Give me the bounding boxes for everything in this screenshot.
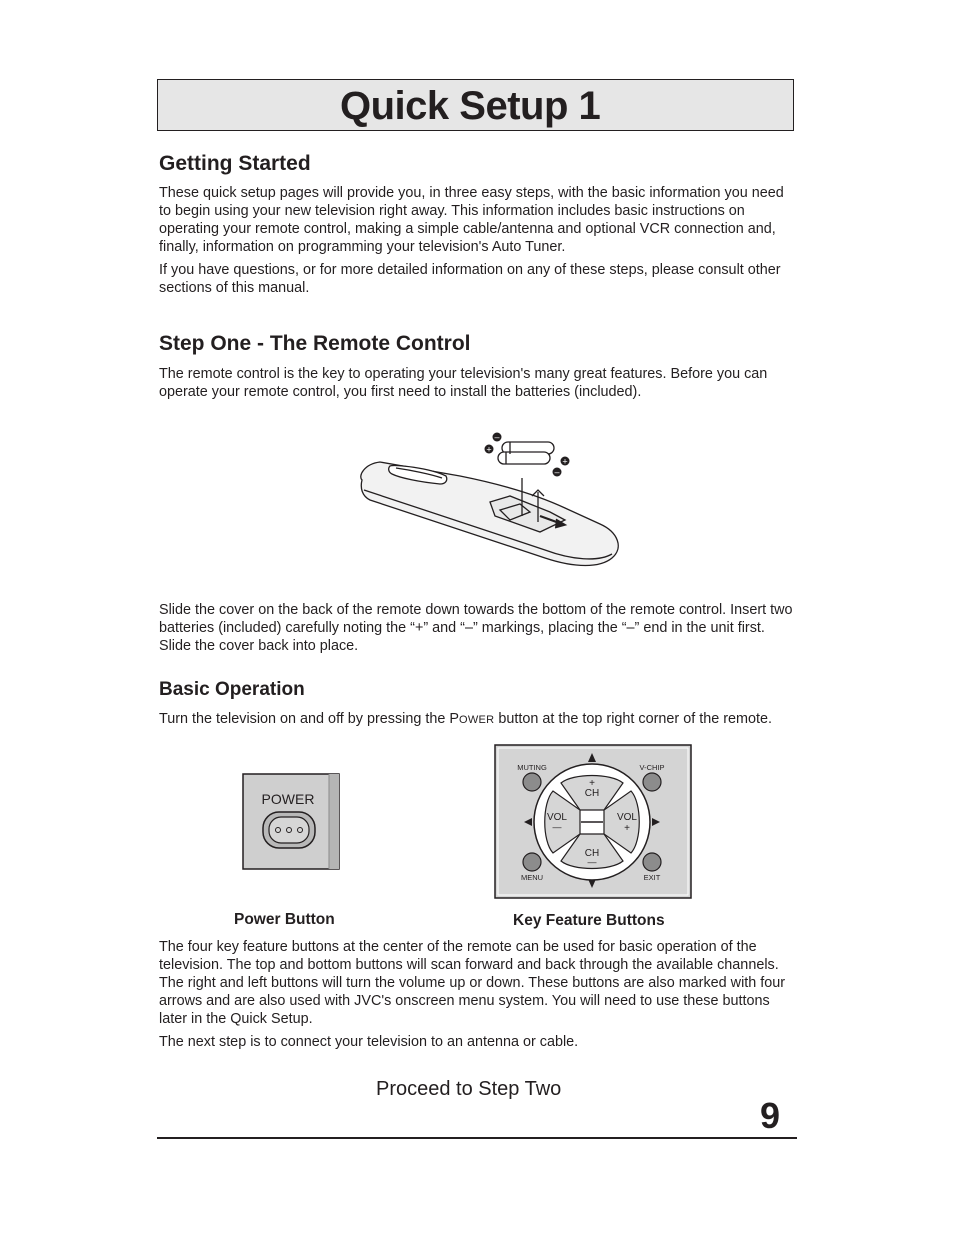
svg-text:—: — xyxy=(552,822,562,832)
key-feature-buttons-caption: Key Feature Buttons xyxy=(513,912,665,929)
svg-text:+: + xyxy=(624,823,630,834)
remote-battery-illustration xyxy=(350,428,630,578)
basic-operation-para-1: Turn the television on and off by pressing the POWER button at the top right corner of the remote. xyxy=(159,711,773,727)
svg-text:CH: CH xyxy=(584,788,600,799)
basic-operation-para-3: The next step is to connect your television to an antenna or cable. xyxy=(159,1034,579,1050)
basic-operation-heading: Basic Operation xyxy=(159,679,305,700)
getting-started-para-2: If you have questions, or for more detailed information on any of these steps, please consult other sections of this manual. xyxy=(159,262,781,296)
page-number: 9 xyxy=(760,1095,781,1136)
exit-label: EXIT xyxy=(643,873,661,882)
exit-button xyxy=(643,853,661,871)
power-label: POWER xyxy=(261,791,315,807)
menu-label: MENU xyxy=(520,873,544,882)
svg-text:+: + xyxy=(562,456,568,467)
step-one-heading: Step One - The Remote Control xyxy=(159,332,471,355)
page-title: Quick Setup 1 xyxy=(340,84,601,128)
getting-started-heading: Getting Started xyxy=(159,152,311,175)
muting-button xyxy=(523,773,541,791)
vchip-button xyxy=(643,773,661,791)
power-button-caption: Power Button xyxy=(234,911,335,928)
svg-text:VOL: VOL xyxy=(546,812,568,823)
menu-button xyxy=(523,853,541,871)
svg-text:VOL: VOL xyxy=(616,812,638,823)
svg-text:—: — xyxy=(587,857,597,867)
muting-label: MUTING xyxy=(517,763,547,772)
getting-started-para-1: These quick setup pages will provide you, in three easy steps, with the basic information you need to begin using your new television right away. This information includes basic instructions on operating your remote control, making a simple cable/antenna and optional VCR connection and, finally, information on programming your television's Auto Tuner. xyxy=(159,185,784,255)
footer-rule xyxy=(157,1137,797,1139)
title-box xyxy=(157,79,794,131)
proceed-to-step-two: Proceed to Step Two xyxy=(376,1078,562,1100)
svg-text:+: + xyxy=(589,778,595,789)
step-one-para-1: The remote control is the key to operating your television's many great features. Before you can operate your remote control, you first need to install the batteries (included). xyxy=(159,366,768,400)
svg-text:–: – xyxy=(494,432,500,442)
key-feature-buttons-figure xyxy=(494,744,694,900)
basic-operation-para-2: The four key feature buttons at the center of the remote can be used for basic operation of the television. The top and bottom buttons will scan forward and back through the available channels. The right and left buttons will turn the volume up or down. These buttons are also marked with four arrows and are also used with JVC's onscreen menu system. You will need to use these buttons later in the Quick Setup. xyxy=(159,939,786,1027)
vchip-label: V-CHIP xyxy=(639,763,665,772)
svg-text:CH: CH xyxy=(584,848,600,859)
power-button-figure xyxy=(242,773,342,871)
svg-text:+: + xyxy=(486,444,492,455)
step-one-para-2: Slide the cover on the back of the remote down towards the bottom of the remote control. Insert two batteries (included) carefully noting the “+” and “–” markings, placing the “–” end in the unit first. Slide the cover back into place. xyxy=(159,602,793,654)
svg-text:–: – xyxy=(554,467,560,477)
